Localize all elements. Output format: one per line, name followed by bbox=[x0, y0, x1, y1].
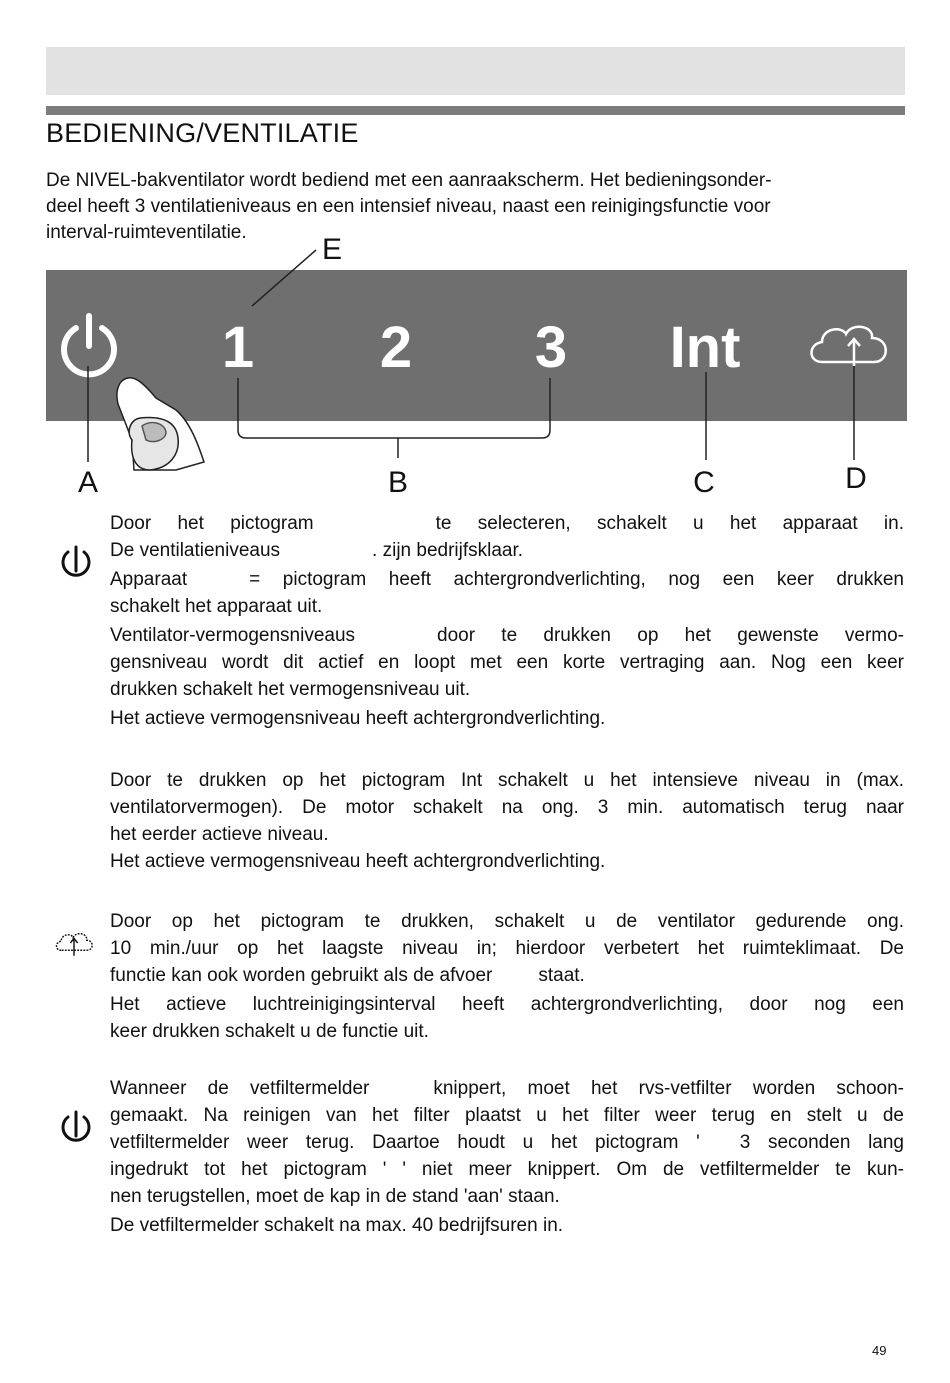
filter-line-5: nen terugstellen, moet de kap in de stand 'aan' staan. bbox=[110, 1186, 560, 1207]
panel-button-1: 1 bbox=[221, 315, 255, 380]
power-section bbox=[110, 510, 904, 732]
filter-line-2: gemaakt. Na reinigen van het filter plaatst u het filter weer terug en stelt u de bbox=[110, 1105, 904, 1126]
power-line-5: Ventilator-vermogensniveaus door te drukken op het gewenste vermo- bbox=[110, 625, 904, 646]
air-line-1: Door op het pictogram te drukken, schakelt u de ventilator gedurende ong. bbox=[110, 911, 904, 932]
air-line-5: keer drukken schakelt u de functie uit. bbox=[110, 1021, 429, 1042]
panel-button-2: 2 bbox=[379, 315, 413, 380]
section-title: BEDIENING/VENTILATIE bbox=[46, 118, 359, 148]
air-line-2: 10 min./uur op het laagste niveau in; hierdoor verbetert het ruimteklimaat. De bbox=[110, 938, 904, 959]
filter-line-3: vetfiltermelder weer terug. Daartoe houdt u het pictogram ' 3 seconden lang bbox=[110, 1132, 904, 1153]
power-icon bbox=[56, 541, 96, 581]
control-panel-illustration bbox=[0, 220, 950, 505]
page-number: 49 bbox=[872, 1343, 887, 1358]
callout-e: E bbox=[321, 233, 343, 266]
filter-section bbox=[110, 1075, 904, 1239]
power-line-6: gensniveau wordt dit actief en loopt met een korte vertraging aan. Nog een keer bbox=[110, 652, 904, 673]
int-line-2: ventilatorvermogen). De motor schakelt na ong. 3 min. automatisch terug naar bbox=[110, 797, 904, 818]
callout-c: C bbox=[693, 466, 715, 499]
air-line-4: Het actieve luchtreinigingsinterval heeft achtergrondverlichting, door nog een bbox=[110, 994, 904, 1015]
cloud-arrow-icon bbox=[54, 923, 94, 963]
callout-d: D bbox=[845, 462, 867, 495]
air-line-3: functie kan ook worden gebruikt als de afvoer staat. bbox=[110, 965, 585, 986]
power-line-8: Het actieve vermogensniveau heeft achtergrondverlichting. bbox=[110, 708, 606, 729]
power-line-7: drukken schakelt het vermogensniveau uit. bbox=[110, 679, 471, 700]
intro-line: deel heeft 3 ventilatieniveaus en een intensief niveau, naast een reinigingsfunctie voor bbox=[46, 196, 771, 217]
air-section bbox=[110, 908, 904, 1045]
power-line-1: Door het pictogram te selecteren, schakelt u het apparaat in. bbox=[110, 513, 904, 534]
power-line-4: schakelt het apparaat uit. bbox=[110, 596, 323, 617]
intro-line: interval-ruimteventilatie. bbox=[46, 222, 247, 243]
callout-a: A bbox=[77, 466, 99, 499]
panel-button-3: 3 bbox=[534, 315, 568, 380]
int-line-4: Het actieve vermogensniveau heeft achtergrondverlichting. bbox=[110, 851, 606, 872]
header-band bbox=[46, 47, 905, 95]
intro-line: De NIVEL-bakventilator wordt bediend met een aanraakscherm. Het bedieningsonder- bbox=[46, 170, 772, 191]
power-icon bbox=[56, 1106, 96, 1146]
filter-line-4: ingedrukt tot het pictogram ' ' niet meer knippert. Om de vetfiltermelder te kun- bbox=[110, 1159, 904, 1180]
filter-line-6: De vetfiltermelder schakelt na max. 40 bedrijfsuren in. bbox=[110, 1215, 564, 1236]
control-panel bbox=[46, 270, 907, 421]
int-section bbox=[110, 767, 904, 875]
int-line-3: het eerder actieve niveau. bbox=[110, 824, 329, 845]
power-line-3: Apparaat = pictogram heeft achtergrondverlichting, nog een keer drukken bbox=[110, 569, 904, 590]
header-rule bbox=[46, 106, 905, 115]
filter-line-1: Wanneer de vetfiltermelder knippert, moet het rvs-vetfilter worden schoon- bbox=[110, 1078, 904, 1099]
callout-b: B bbox=[387, 466, 409, 499]
power-line-2: De ventilatieniveaus . zijn bedrijfsklaar. bbox=[110, 540, 524, 561]
panel-button-int: Int bbox=[669, 315, 741, 380]
int-line-1: Door te drukken op het pictogram Int schakelt u het intensieve niveau in (max. bbox=[110, 770, 904, 791]
